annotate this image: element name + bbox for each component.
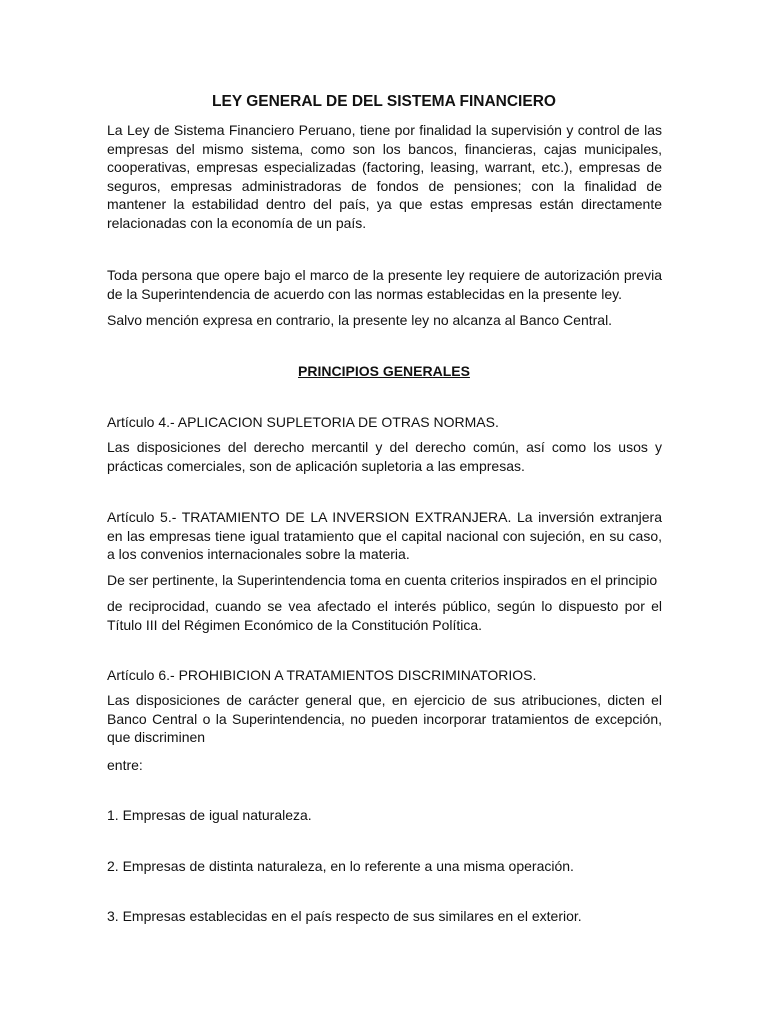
central-bank-exception: Salvo mención expresa en contrario, la presente ley no alcanza al Banco Central. [107,312,613,328]
section-heading [0,362,768,381]
article-6-heading: Artículo 6.- PROHIBICION A TRATAMIENTOS DISCRIMINATORIOS. [107,667,537,683]
section-heading-text: PRINCIPIOS GENERALES [298,363,470,379]
article-6-body: Las disposiciones de carácter general que, en ejercicio de sus atribuciones, dicten el Banco Central o la Superintendencia, no pueden incorporar tratamientos de excepción, que discriminen [107,692,662,746]
document-title: LEY GENERAL DE DEL SISTEMA FINANCIERO [212,93,556,110]
article-4-heading: Artículo 4.- APLICACION SUPLETORIA DE OTRAS NORMAS. [107,414,499,430]
list-item: 1. Empresas de igual naturaleza. [107,807,312,823]
intro-paragraph: La Ley de Sistema Financiero Peruano, tiene por finalidad la supervisión y control de las empresas del mismo sistema, como son los bancos, financieras, cajas municipales, cooperativas, empresas especializadas (factoring, leasing, warrant, etc.), empresas de seguros, empresas administradoras de fondos de pensiones; con la finalidad de mantener la estabilidad dentro del país, ya que estas empresas están directamente relacionadas con la economía de un país. [107,122,662,231]
article-5-body: Artículo 5.- TRATAMIENTO DE LA INVERSION EXTRANJERA. La inversión extranjera en las empresas tiene igual tratamiento que el capital nacional con sujeción, en su caso, a los convenios internacionales sobre la materia. [107,509,662,563]
article-6-entre: entre: [107,757,143,773]
article-5-reciprocity-line: De ser pertinente, la Superintendencia toma en cuenta criterios inspirados en el principio [107,572,658,588]
list-item: 2. Empresas de distinta naturaleza, en lo referente a una misma operación. [107,858,574,874]
article-4-body: Las disposiciones del derecho mercantil y del derecho común, así como los usos y prácticas comerciales, son de aplicación supletoria a las empresas. [107,439,662,474]
article-5-reciprocity-continued: de reciprocidad, cuando se vea afectado el interés público, según lo dispuesto por el Título III del Régimen Económico de la Constitución Política. [107,598,662,633]
list-item: 3. Empresas establecidas en el país respecto de sus similares en el exterior. [107,908,582,924]
authorization-paragraph: Toda persona que opere bajo el marco de la presente ley requiere de autorización previa de la Superintendencia de acuerdo con las normas establecidas en la presente ley. [107,267,662,302]
